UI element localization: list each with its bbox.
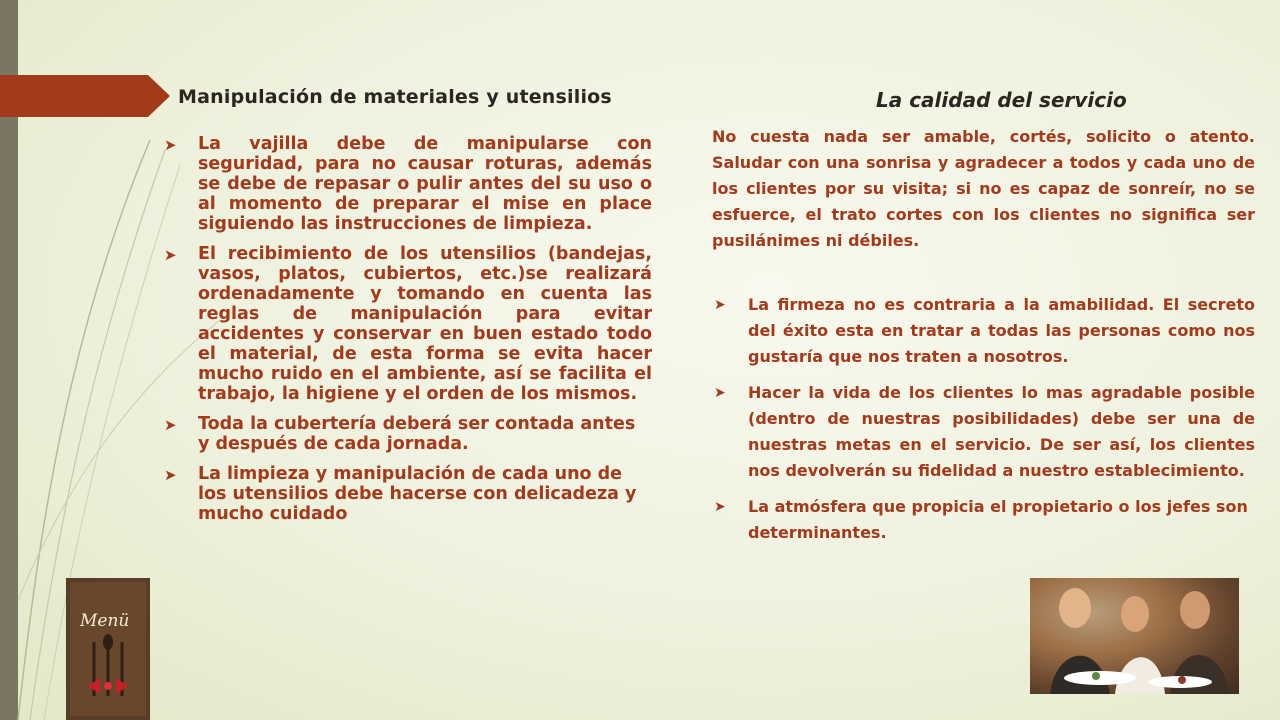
- chefs-illustration: [1030, 578, 1239, 694]
- arrow-bullet-icon: ➤: [164, 136, 177, 154]
- arrow-bullet-icon: ➤: [164, 466, 177, 484]
- list-item: [160, 464, 652, 524]
- bullet-text: El recibimiento de los utensilios (bandejas, vasos, platos, cubiertos, etc.)se realizará ordenadamente y tomando en cuenta las reglas de manipulación para evitar accidentes y conservar en buen estado todo el material, de esta forma se evita hacer mucho ruido en el ambiente, así se facilita el trabajo, la higiene y el orden de los mismos.: [198, 244, 652, 404]
- chefs-photo: [1030, 578, 1239, 694]
- title-accent-band: [0, 75, 170, 117]
- bullet-text: La limpieza y manipulación de cada uno de los utensilios debe hacerse con delicadeza y mucho cuidado: [198, 464, 637, 524]
- list-item: [712, 380, 1255, 484]
- list-item: [712, 494, 1255, 546]
- list-item: [160, 134, 652, 234]
- right-bullet-list: [712, 292, 1255, 556]
- menu-board-photo: [66, 578, 150, 720]
- bullet-text: La firmeza no es contraria a la amabilidad. El secreto del éxito esta en tratar a todas las personas como nos gustaría que nos traten a nosotros.: [748, 295, 1255, 366]
- left-bullet-list: [160, 134, 652, 534]
- menu-label: Menü: [80, 611, 130, 631]
- arrow-bullet-icon: ➤: [164, 416, 177, 434]
- bullet-text: Toda la cubertería deberá ser contada antes y después de cada jornada.: [198, 414, 636, 454]
- bullet-text: Hacer la vida de los clientes lo mas agradable posible (dentro de nuestras posibilidades) debe ser una de nuestras metas en el servicio. De ser así, los clientes nos devolverán su fidelidad a nuestro establecimiento.: [748, 383, 1255, 480]
- bullet-text: La atmósfera que propicia el propietario o los jefes son determinantes.: [748, 497, 1248, 542]
- list-item: [160, 414, 652, 454]
- bullet-text: La vajilla debe de manipularse con seguridad, para no causar roturas, además se debe de repasar o pulir antes del su uso o al momento de preparar el mise en place siguiendo las instrucciones de limpieza.: [198, 134, 652, 234]
- list-item: [160, 244, 652, 404]
- menu-board-illustration: [66, 578, 150, 720]
- arrow-bullet-icon: ➤: [164, 246, 177, 264]
- arrow-bullet-icon: ➤: [714, 499, 726, 515]
- right-section-title: La calidad del servicio: [876, 88, 1127, 112]
- list-item: [712, 292, 1255, 370]
- right-intro-paragraph: No cuesta nada ser amable, cortés, solicito o atento. Saludar con una sonrisa y agradecer a todos y cada uno de los clientes por su visita; si no es capaz de sonreír, no se esfuerce, el trato cortes con los clientes no significa ser pusilánimes ni débiles.: [712, 127, 1255, 250]
- arrow-bullet-icon: ➤: [714, 385, 726, 401]
- left-section-title: Manipulación de materiales y utensilios: [178, 86, 612, 108]
- arrow-bullet-icon: ➤: [714, 297, 726, 313]
